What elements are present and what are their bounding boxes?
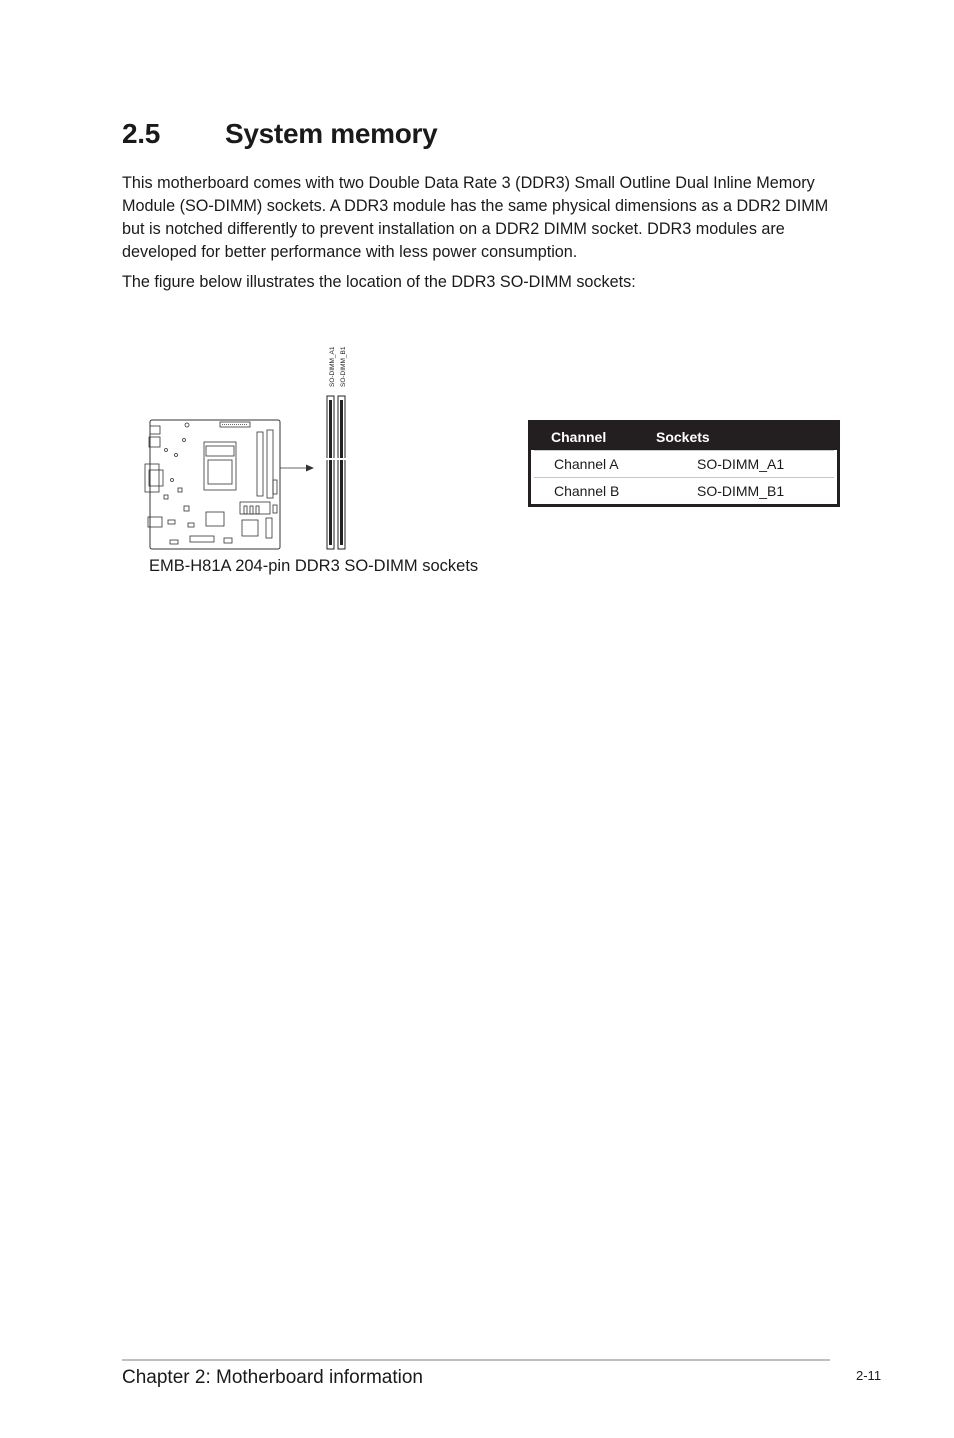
figure-intro-paragraph: The figure below illustrates the location of the DDR3 SO-DIMM sockets: — [122, 273, 636, 291]
so-dimm-sockets — [325, 396, 347, 549]
cell-channel: Channel A — [554, 456, 619, 472]
cell-channel: Channel B — [554, 483, 620, 499]
socket-label-a1: SO-DIMM_A1 — [329, 346, 336, 387]
board-outline — [150, 420, 280, 549]
table-header-row — [531, 423, 837, 450]
table-row — [534, 450, 834, 477]
cpu-socket — [204, 442, 236, 490]
section-number: 2.5 — [122, 118, 161, 149]
section-title: System memory — [225, 118, 438, 149]
intro-paragraph: This motherboard comes with two Double Data Rate 3 (DDR3) Small Outline Dual Inline Memory Module (SO-DIMM) sockets. A DDR3 module has the same physical dimensions as a DDR2 DIMM but is notched differently to prevent installation on a DDR2 DIMM socket. DDR3 modules are developed for better performance with less power consumption. — [122, 174, 829, 261]
header-sockets: Sockets — [656, 429, 710, 445]
footer-page-number: 2-11 — [856, 1368, 882, 1383]
cell-socket: SO-DIMM_A1 — [697, 456, 785, 472]
socket-label-b1: SO-DIMM_B1 — [340, 346, 347, 387]
footer-rule — [122, 1359, 830, 1361]
header-channel: Channel — [551, 429, 607, 445]
table-row — [534, 477, 834, 504]
section-heading — [122, 116, 437, 152]
cell-socket: SO-DIMM_B1 — [697, 483, 785, 499]
footer-chapter: Chapter 2: Motherboard information — [122, 1367, 423, 1388]
figure-caption: EMB-H81A 204-pin DDR3 SO-DIMM sockets — [149, 557, 479, 575]
motherboard-layout-diagram — [140, 330, 380, 560]
channel-socket-table — [528, 420, 840, 507]
